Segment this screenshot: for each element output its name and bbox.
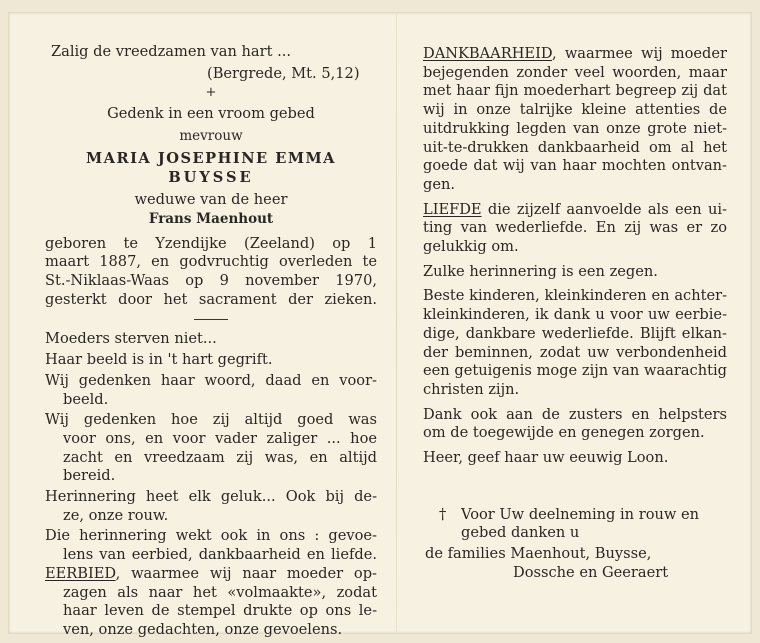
gratitude-paragraph — [423, 45, 727, 195]
memorial-card — [8, 12, 752, 638]
poem-line: haar leven de stempel drukte op ons le- — [63, 602, 377, 620]
liefde-rest: die zijzelf aanvoelde als een ui- — [481, 200, 727, 218]
text-line: der beminnen, zodat uw verbondenheid — [423, 343, 727, 361]
poem-line — [45, 565, 377, 584]
poem-line: zacht en vreedzaam zij was, en altijd — [63, 448, 377, 466]
commemorate-line: Gedenk in een vroom gebed — [107, 105, 315, 123]
bio-line: geboren te Yzendijke (Zeeland) op 1 — [45, 234, 377, 252]
card-fold — [396, 13, 397, 633]
dankbaarheid-word: DANKBAARHEID — [423, 45, 553, 62]
bio-line: St.-Niklaas-Waas op 9 november 1970, — [45, 272, 377, 290]
text-line: een getuigenis moge zijn van waarachtig — [423, 362, 727, 380]
closing-text: Voor Uw deelneming in rouw en — [461, 505, 700, 523]
text-line: uitdrukking legden van onze grote niet- — [423, 119, 727, 137]
text-line: om de toegewijde en genegen zorgen. — [423, 424, 705, 442]
closing-line: gebed danken u — [461, 524, 580, 542]
thanks-paragraph — [423, 406, 727, 443]
bio-line: maart 1887, en godvruchtig overleden te — [45, 253, 377, 271]
text-line: christen zijn. — [423, 380, 520, 398]
text-line: dige, dankbare wederliefde. Blijft elkan- — [423, 324, 727, 342]
deceased-surname: BUYSSE — [168, 168, 254, 186]
widow-of-line: weduwe van de heer — [134, 191, 288, 209]
plus-cross-icon: + — [205, 85, 217, 101]
text-line: met haar fijn moederhart begreep zij dat — [423, 82, 727, 100]
poem-line: Haar beeld is in 't hart gegrift. — [45, 351, 273, 369]
biography — [45, 235, 377, 310]
poem-line: Moeders sterven niet... — [45, 330, 217, 348]
poem — [45, 330, 377, 639]
poem-line: Wij gedenken hoe zij altijd goed was — [45, 411, 377, 429]
text-line: gelukkig om. — [423, 238, 519, 256]
dank-rest: , waarmee wij moeder — [552, 45, 727, 62]
poem-line: Wij gedenken haar woord, daad en voor- — [45, 371, 377, 389]
poem-line: beeld. — [63, 390, 109, 408]
title-prefix: mevrouw — [179, 128, 243, 145]
poem-line: lens van eerbied, dankbaarheid en liefde. — [63, 546, 377, 564]
text-line: uit-te-drukken dankbaarheid om al het — [423, 138, 727, 156]
quote-source: (Bergrede, Mt. 5,12) — [207, 64, 360, 82]
poem-line: ze, onze rouw. — [63, 506, 169, 524]
text-line: kleinkinderen, ik dank u voor uw eerbie- — [423, 306, 727, 324]
poem-line: ven, onze gedachten, onze gevoelens. — [63, 620, 343, 638]
left-page — [45, 43, 377, 640]
children-paragraph — [423, 287, 727, 399]
love-paragraph — [423, 201, 727, 257]
text-line: Beste kinderen, kleinkinderen en achter- — [423, 287, 727, 305]
text-line: gen. — [423, 175, 456, 193]
eerbied-word: EERBIED — [45, 564, 116, 582]
poem-line: zagen als naar het «volmaakte», zodat — [63, 583, 377, 601]
poem-line: voor ons, en voor vader zaliger ... hoe — [63, 429, 377, 447]
dagger-cross-icon: † — [439, 505, 447, 523]
blessing-line: Zulke herinnering is een zegen. — [423, 262, 658, 280]
liefde-word: LIEFDE — [423, 200, 482, 218]
text-line: goede dat wij van haar mochten ontvan- — [423, 157, 727, 175]
poem-line: bereid. — [63, 467, 116, 485]
prayer-line: Heer, geef haar uw eeuwig Loon. — [423, 449, 669, 467]
closing-block — [423, 506, 727, 583]
closing-line: Dossche en Geeraert — [513, 563, 669, 581]
poem-line: Herinnering heet elk geluk... Ook bij de- — [45, 488, 377, 506]
closing-line — [423, 506, 727, 525]
poem-line: Die herinnering wekt ook in ons : gevoe- — [45, 527, 377, 545]
husband-name: Frans Maenhout — [148, 210, 274, 227]
text-line: Dank ook aan de zusters en helpsters — [423, 405, 727, 423]
beatitude-quote: Zalig de vreedzamen van hart ... — [51, 43, 291, 60]
separator-rule — [194, 319, 228, 320]
closing-line: de families Maenhout, Buysse, — [425, 545, 652, 563]
text-line — [423, 45, 727, 64]
eerbied-rest: , waarmee wij naar moeder op- — [115, 564, 377, 582]
text-line: wij in onze talrijke kleine attenties de — [423, 101, 727, 119]
text-line: ting van wederliefde. En zij was er zo — [423, 219, 727, 237]
bio-line: gesterkt door het sacrament der zieken. — [45, 290, 377, 308]
deceased-name: MARIA JOSEPHINE EMMA — [85, 149, 336, 167]
text-line: bejegenden zonder veel woorden, maar — [423, 63, 727, 81]
right-page — [423, 45, 727, 583]
text-line — [423, 201, 727, 220]
